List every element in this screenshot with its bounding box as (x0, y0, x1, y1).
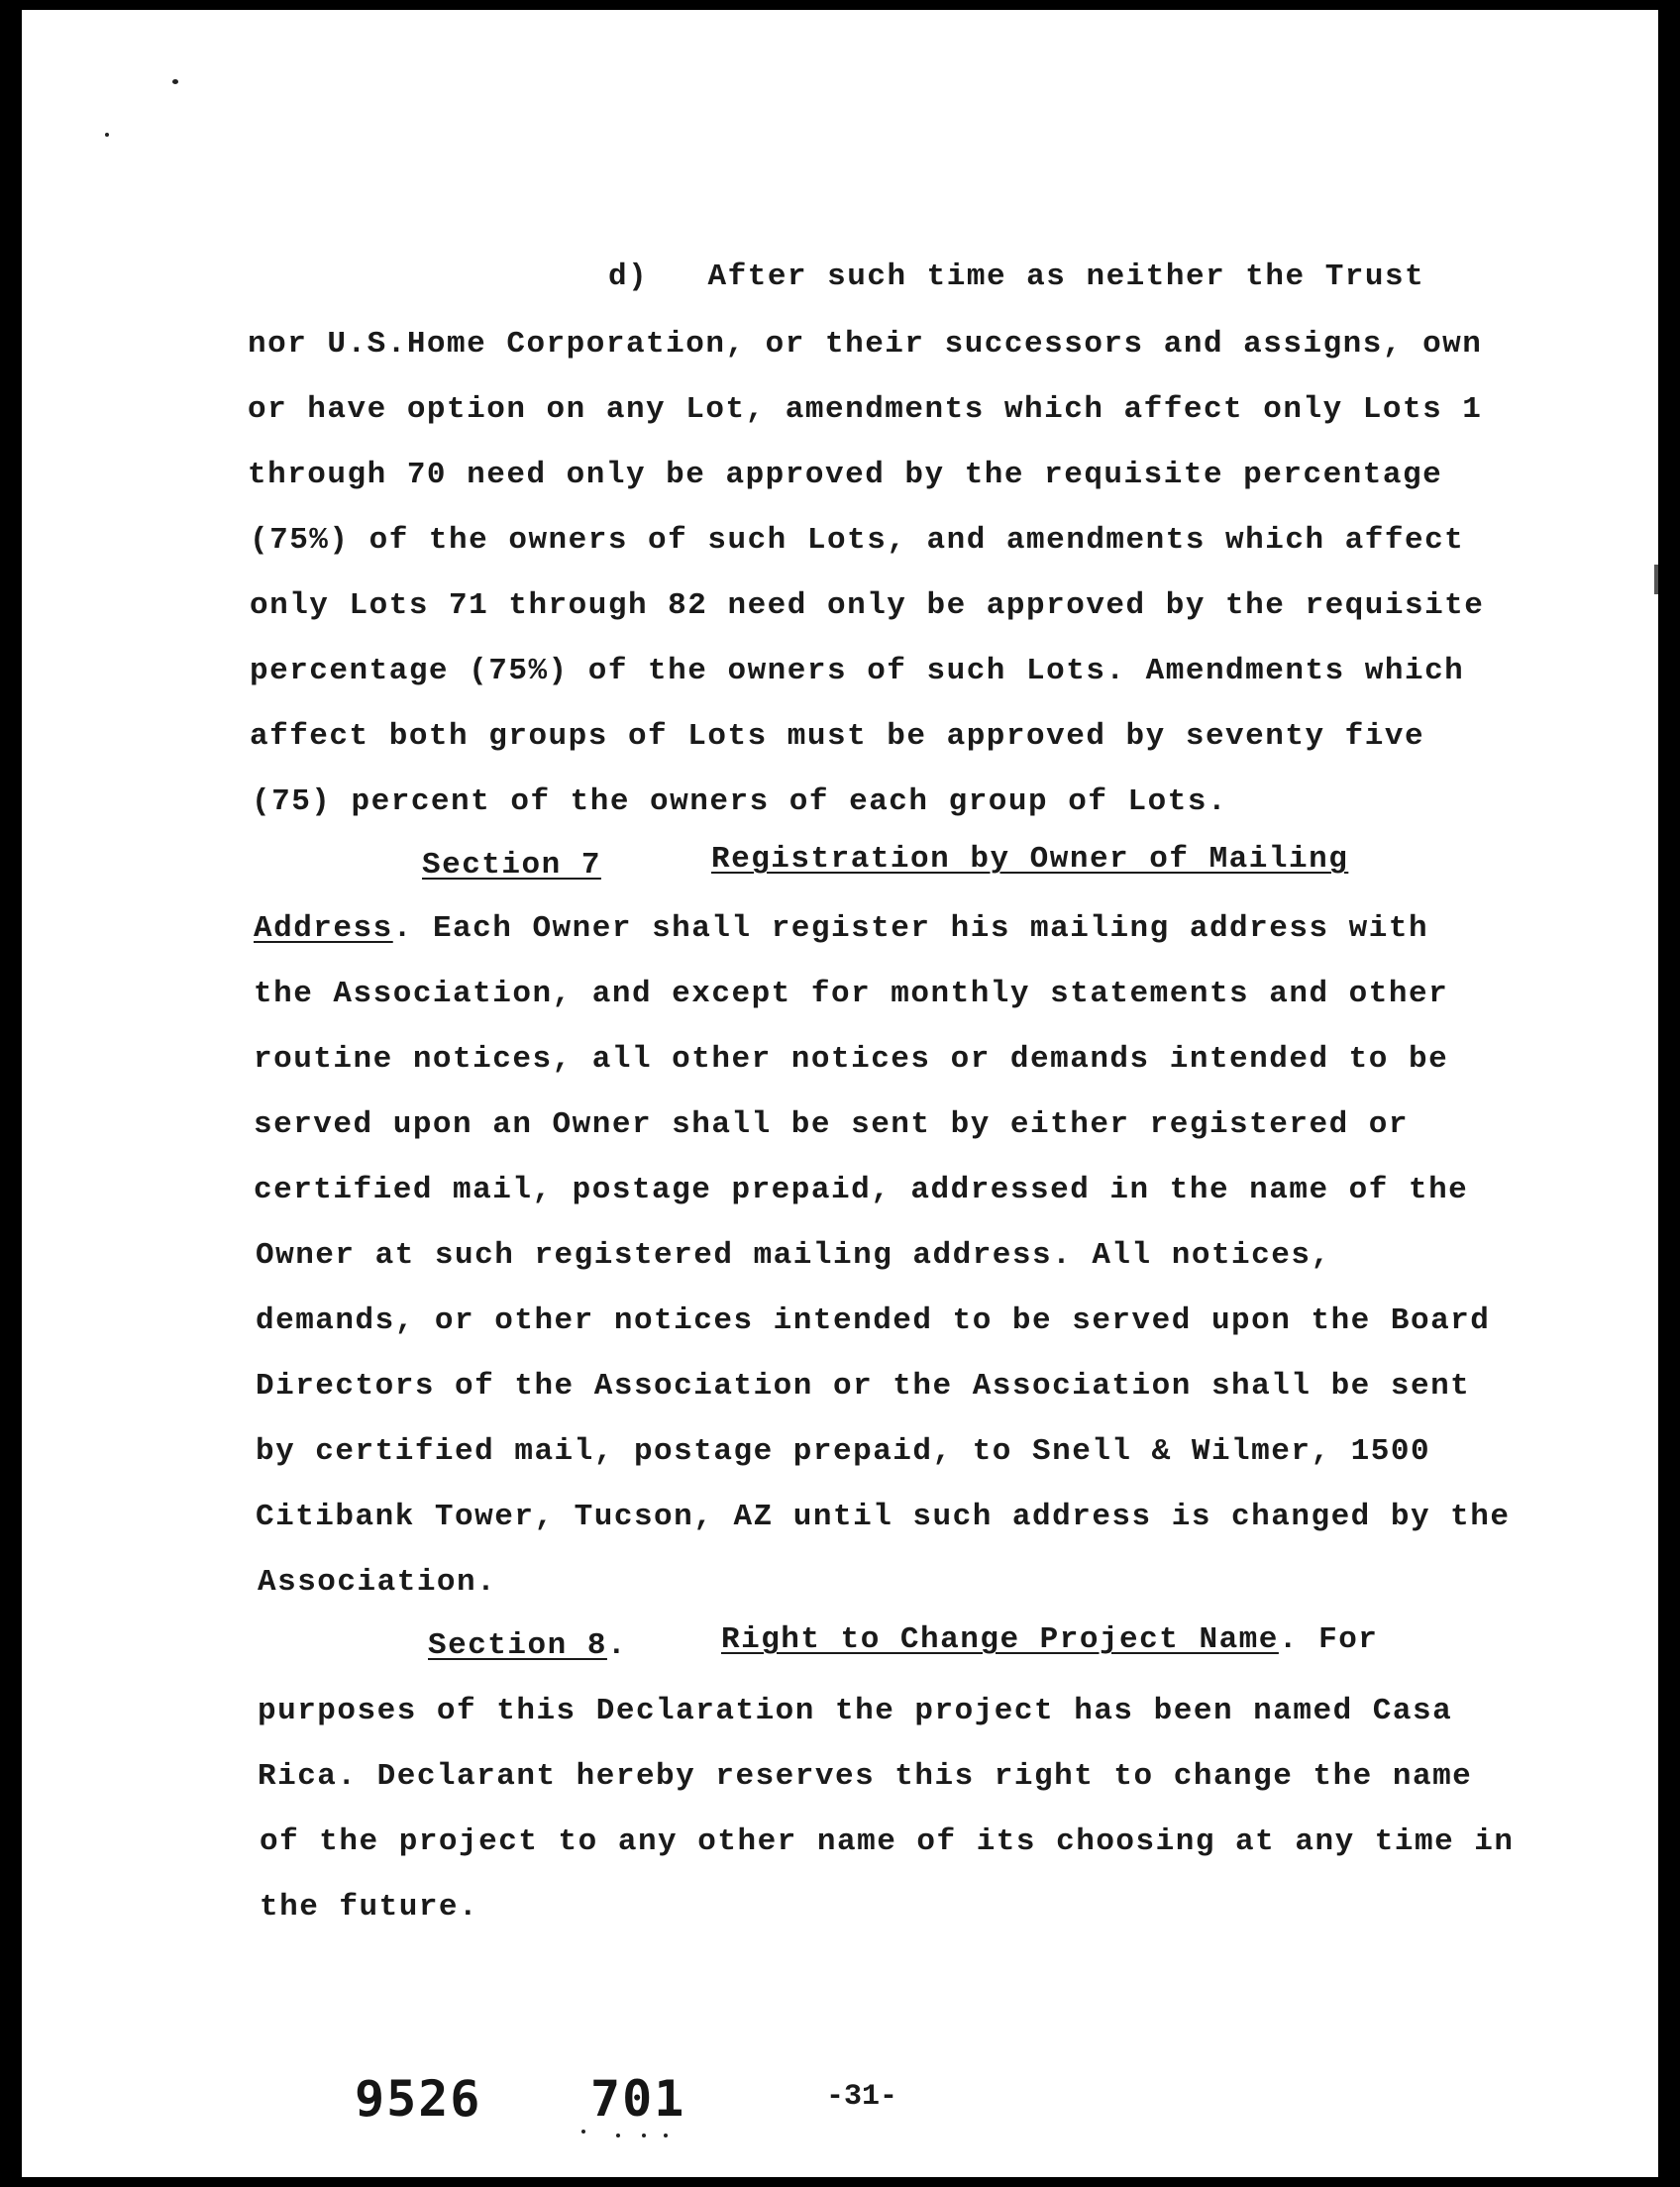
scan-edge-mark (1654, 565, 1658, 594)
paragraph-d-line-1: d) After such time as neither the Trust (608, 260, 1425, 294)
section-8-title: Right to Change Project Name (721, 1622, 1279, 1657)
section-7-title-line (711, 844, 1502, 875)
paragraph-d-line: (75) percent of the owners of each group of Lots. (252, 784, 1228, 819)
scan-speck (581, 2130, 585, 2134)
section-8-line: of the project to any other name of its choosing at any time in (260, 1824, 1515, 1859)
scan-speck (172, 79, 178, 84)
section-7-line: demands, or other notices intended to be served upon the Board (256, 1303, 1491, 1338)
section-8-line: purposes of this Declaration the project has been named Casa (258, 1694, 1453, 1728)
section-7-title-continued: Address (254, 911, 393, 946)
section-7-line-1-rest: . Each Owner shall register his mailing address with (392, 911, 1429, 946)
section-7-line: Association. (258, 1565, 497, 1600)
paragraph-d-line: through 70 need only be approved by the requisite percentage (248, 458, 1443, 492)
scan-speck (105, 133, 109, 137)
paragraph-d-line: or have option on any Lot, amendments which affect only Lots 1 (248, 392, 1483, 427)
section-7-line: the Association, and except for monthly statements and other (254, 977, 1449, 1011)
section-8-line: Rica. Declarant hereby reserves this right to change the name (258, 1759, 1473, 1794)
section-8-line: the future. (260, 1890, 479, 1925)
section-7-heading (422, 850, 601, 881)
document-number-2: 701 (590, 2070, 686, 2128)
paragraph-d-line: (75%) of the owners of such Lots, and amendments which affect (250, 523, 1465, 558)
document-page (22, 10, 1658, 2177)
section-7-line (254, 913, 1502, 944)
section-7-line: Citibank Tower, Tucson, AZ until such address is changed by the (256, 1500, 1511, 1534)
paragraph-d-line: percentage (75%) of the owners of such Lots. Amendments which (250, 654, 1465, 688)
page-number: -31- (826, 2080, 898, 2114)
section-7-title: Registration by Owner of Mailing (711, 842, 1349, 877)
section-8-title-punct: . For (1278, 1622, 1379, 1657)
section-8-heading (428, 1630, 627, 1661)
paragraph-d-line: affect both groups of Lots must be approved by seventy five (250, 719, 1425, 754)
paragraph-d-line (608, 261, 1490, 292)
section-8-label: Section 8 (428, 1628, 607, 1663)
scan-speck (616, 2134, 620, 2137)
section-7-line: certified mail, postage prepaid, addressed in the name of the (254, 1173, 1469, 1207)
section-8-title-line (721, 1624, 1378, 1655)
scan-speck (664, 2134, 668, 2137)
paragraph-d-line: nor U.S.Home Corporation, or their successors and assigns, own (248, 327, 1483, 362)
section-8-label-punct: . (606, 1628, 628, 1663)
paragraph-d-line: only Lots 71 through 82 need only be approved by the requisite (250, 588, 1485, 623)
section-7-line: by certified mail, postage prepaid, to Snell & Wilmer, 1500 (256, 1434, 1431, 1469)
document-number-1: 9526 (355, 2070, 482, 2128)
section-7-line: Owner at such registered mailing address. All notices, (256, 1238, 1331, 1273)
section-7-line: routine notices, all other notices or demands intended to be (254, 1042, 1449, 1077)
scan-speck (642, 2134, 646, 2137)
section-7-line: served upon an Owner shall be sent by either registered or (254, 1107, 1409, 1142)
section-7-line: Directors of the Association or the Association shall be sent (256, 1369, 1471, 1404)
section-7-label: Section 7 (422, 848, 601, 883)
